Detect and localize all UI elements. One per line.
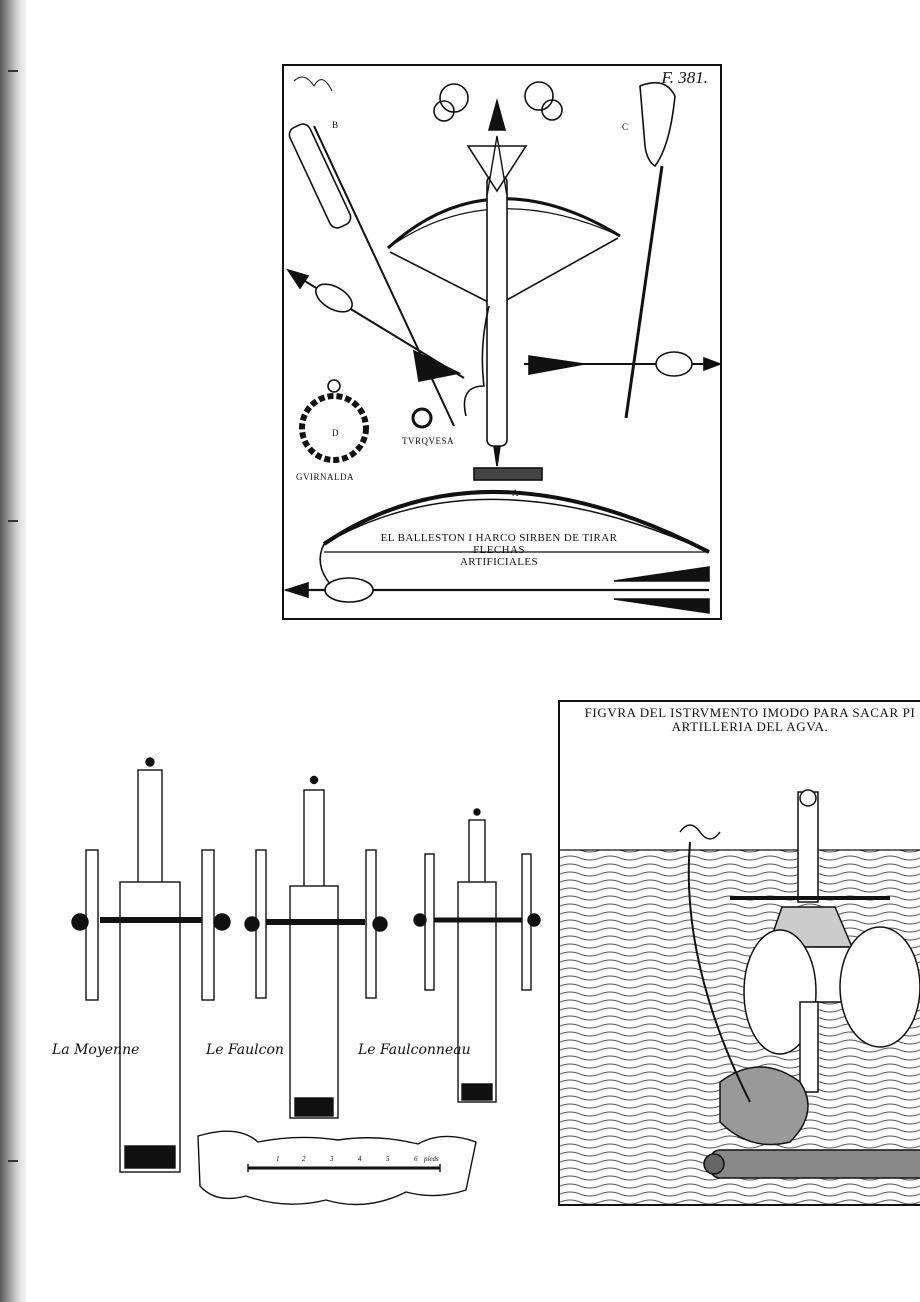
scale-number: 1 bbox=[276, 1155, 280, 1163]
folio-number: F. 381. bbox=[661, 68, 708, 87]
cannon-faulconneau bbox=[414, 809, 540, 1102]
engraving-plate-weapons bbox=[282, 64, 722, 620]
caption-line-2: ARTIFICIALES bbox=[459, 556, 539, 568]
cannon-faulcon bbox=[245, 777, 387, 1119]
cannon-label-moyenne: La Moyenne bbox=[52, 1042, 140, 1058]
cannon-moyenne bbox=[72, 758, 230, 1172]
scale-unit: pieds bbox=[424, 1155, 439, 1163]
caption-line-1: EL BALLESTON I HARCO SIRBEN DE TIRAR FLECHAS bbox=[380, 532, 618, 556]
scale-number: 5 bbox=[386, 1155, 390, 1163]
label-turquesa: TVRQVESA bbox=[402, 436, 455, 446]
plate-caption bbox=[354, 532, 644, 568]
spine-mark bbox=[8, 1160, 18, 1162]
scale-number: 2 bbox=[302, 1155, 306, 1163]
cannon-drawing bbox=[40, 750, 550, 1210]
label-guirlanda: GVIRNALDA bbox=[296, 472, 354, 482]
caption-right-line-2: ARTILLERIA DEL AGVA. bbox=[671, 719, 829, 734]
page-spine bbox=[0, 0, 26, 1302]
engraving-plate-raising-artillery bbox=[558, 700, 920, 1206]
scale-number: 4 bbox=[358, 1155, 362, 1163]
label-c: C bbox=[622, 122, 629, 132]
cannon-label-faulcon: Le Faulcon bbox=[206, 1042, 284, 1058]
label-d: D bbox=[332, 428, 339, 438]
scale-number: 6 bbox=[414, 1155, 418, 1163]
label-a: A bbox=[512, 488, 519, 498]
caption-right-line-1: FIGVRA DEL ISTRVMENTO IMODO PARA SACAR PI bbox=[584, 705, 916, 720]
cannon-label-faulconneau: Le Faulconneau bbox=[358, 1042, 471, 1058]
cannon-illustrations bbox=[40, 750, 550, 1210]
scale-number: 3 bbox=[330, 1155, 334, 1163]
water-engraving bbox=[560, 702, 920, 1204]
spine-mark bbox=[8, 70, 18, 72]
spine-mark bbox=[8, 520, 18, 522]
label-b: B bbox=[332, 120, 339, 130]
